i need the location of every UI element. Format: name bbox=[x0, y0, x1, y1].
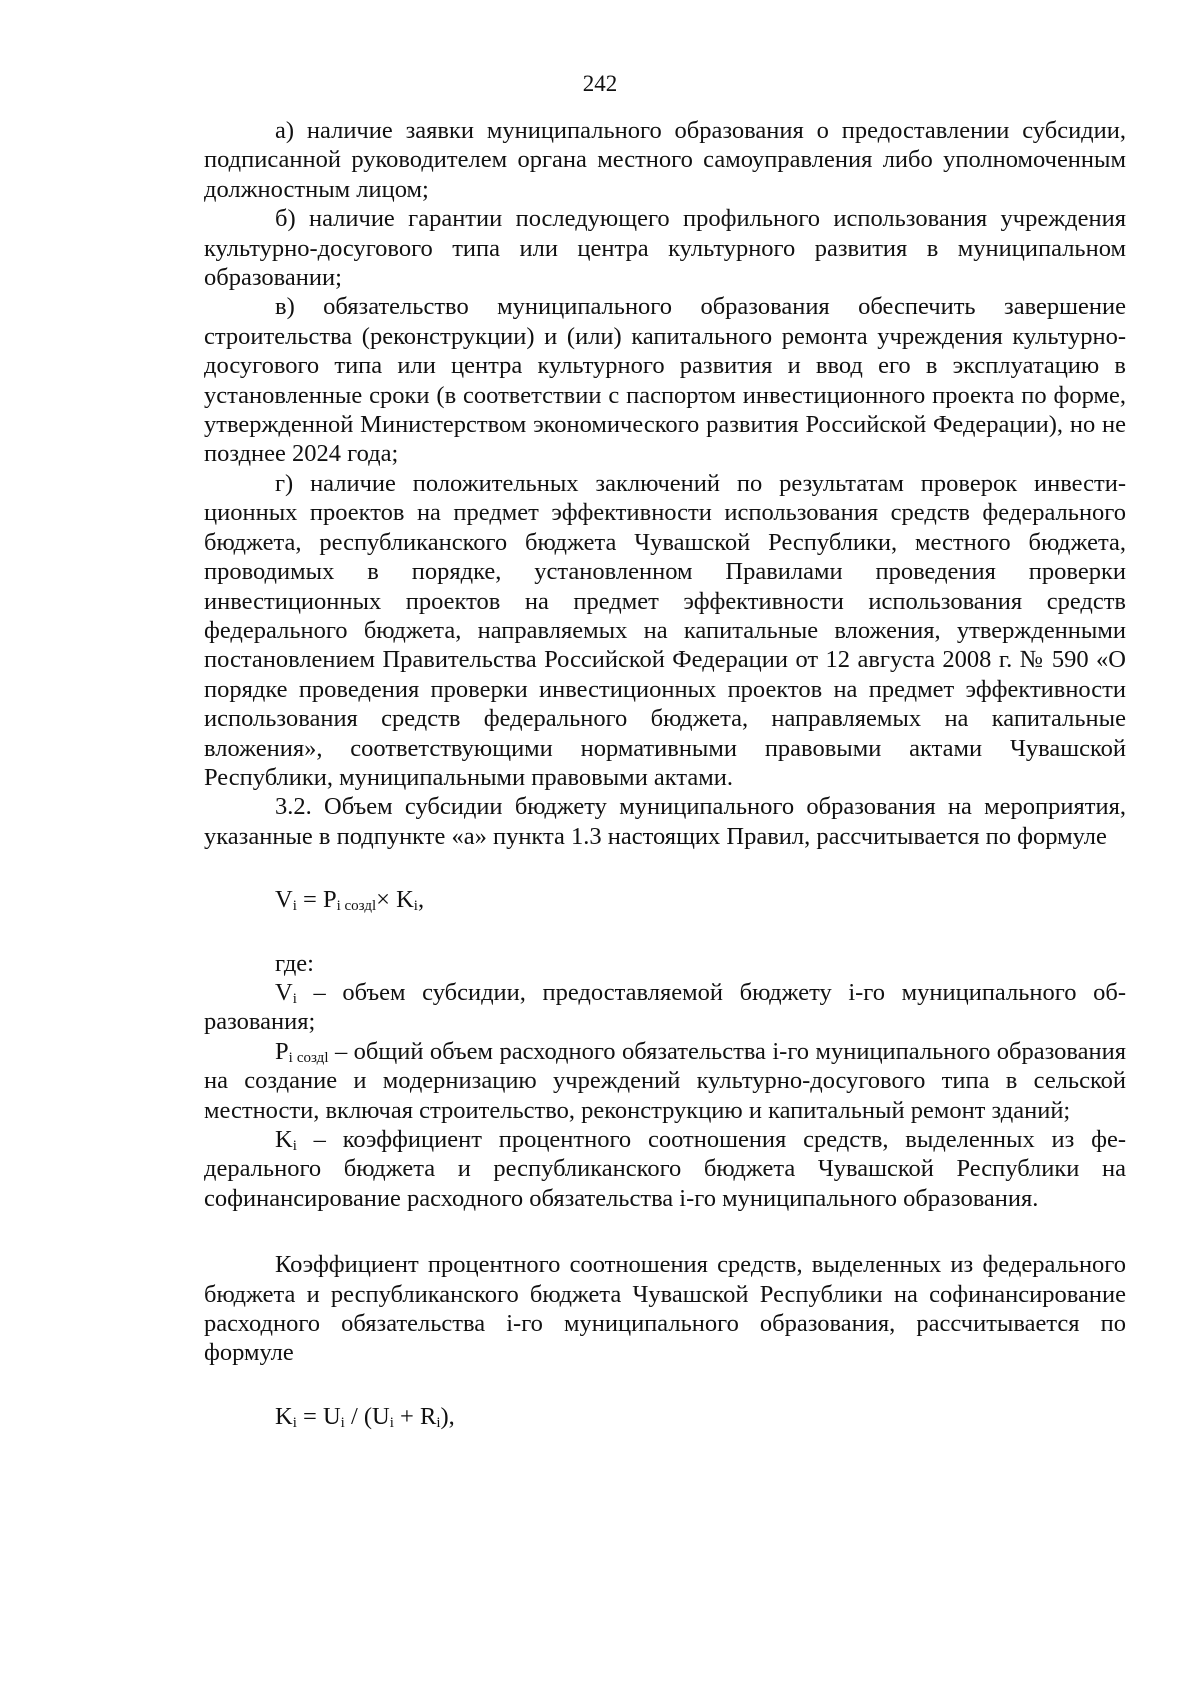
definition-text: – объем субсидии, предоставляемой бюджету i-го муниципального образования; bbox=[204, 978, 1126, 1036]
paragraph-3-2: 3.2. Объем субсидии бюджету муниципального образования на мероприятия, указанные в подпункте «а» пункта 1.3 настоящих Правил, рассчитывается по формуле bbox=[204, 793, 1126, 850]
paragraph-item-g: г) наличие положительных заключений по результатам проверок инвестиционных проектов на предмет эффективности использования средств федерального бюджета, республиканского бюджета Чувашской Республики, местного бюджета, проводимых в порядке, установленном Правилами проведения проверки инвестиционных проектов на предмет эффективности использования средств федерального бюджета, направляемых на капитальные вложения, утвержденными постановлением Правительства Российской Федерации от 12 августа 2008 г. № 590 «О порядке проведения проверки инвестиционных проектов на предмет эффективности использования средств федерального бюджета, направляемых на капитальные вложения», соответствующими нормативными правовыми актами Чувашской Республики, муниципальными правовыми актами. bbox=[204, 469, 1126, 791]
definition-text: – общий объем расходного обязательства i-го муниципального образования на создание и модернизацию учреждений культурно-досугового типа в сельской местности, включая строительство, реконструкцию и капитальный ремонт зданий; bbox=[204, 1037, 1126, 1124]
formula-subscript: i bbox=[413, 898, 418, 915]
formula-symbol-u: U bbox=[372, 1402, 390, 1430]
definition-symbol: K bbox=[275, 1126, 293, 1153]
definition-symbol: P bbox=[275, 1037, 289, 1065]
formula-symbol-k: K bbox=[396, 886, 414, 914]
formula-operator: = bbox=[296, 1402, 323, 1430]
definition-symbol: V bbox=[275, 978, 293, 1006]
definition-subscript: i bbox=[292, 990, 297, 1007]
formula-operator: × bbox=[376, 886, 397, 914]
paragraph-item-a: а) наличие заявки муниципального образования о предоставлении субсидии, подписанной руководителем органа местного самоуправления либо уполномоченным должностным лицом; bbox=[204, 117, 1126, 203]
formula-subscript: i bbox=[292, 898, 297, 915]
definition-text: – коэффициент процентного соотношения средств, выделенных из федерального бюджета и республиканского бюджета Чувашской Республики на софинансирование расходного обязательства i-го муниципального образования. bbox=[204, 1126, 1126, 1212]
formula-operator: + bbox=[393, 1402, 420, 1430]
definition-subscript: i bbox=[292, 1138, 297, 1154]
formula-subsidy-volume bbox=[204, 885, 1126, 914]
formula-symbol-u: U bbox=[322, 1402, 341, 1430]
formula-subscript: i bbox=[389, 1414, 394, 1431]
formula-symbol-r: R bbox=[420, 1402, 437, 1430]
paragraph-item-v: в) обязательство муниципального образования обеспечить завершение строительства (реконструкции) и (или) капитального ремонта учреждения культурно-досугового типа или центра культурного развития и ввод его в эксплуатацию в установленные сроки (в соответствии с паспортом инвестиционного проекта по форме, утвержденной Министерством экономического развития Российской Федерации), но не позднее 2024 года; bbox=[204, 293, 1126, 468]
paragraph-item-b: б) наличие гарантии последующего профильного использования учреждения культурно-досугового типа или центра культурного развития в муниципальном образовании; bbox=[204, 205, 1126, 292]
page-number: 242 bbox=[582, 71, 618, 96]
formula-symbol-k: K bbox=[275, 1402, 293, 1430]
paragraph-coefficient: Коэффициент процентного соотношения средств, выделенных из федерального бюджета и республиканского бюджета Чувашской Республики на софинансирование расходного обязательства i-го муниципального образования, рассчитывается по формуле bbox=[204, 1251, 1126, 1367]
formula-subscript: i создl bbox=[336, 898, 377, 915]
formula-operator: = bbox=[296, 886, 323, 914]
definition-k bbox=[204, 1125, 1126, 1213]
where-label: где: bbox=[275, 949, 314, 977]
formula-subscript: i bbox=[436, 1414, 441, 1431]
formula-punctuation: , bbox=[417, 886, 425, 914]
formula-subscript: i bbox=[340, 1414, 345, 1431]
formula-punctuation: ), bbox=[440, 1402, 455, 1430]
formula-subscript: i bbox=[292, 1414, 297, 1431]
formula-symbol-p: P bbox=[322, 886, 337, 914]
definition-v bbox=[204, 978, 1126, 1037]
formula-coefficient bbox=[204, 1402, 1126, 1431]
definition-p bbox=[204, 1037, 1126, 1125]
formula-symbol-v: V bbox=[275, 886, 293, 914]
formula-operator: / ( bbox=[344, 1402, 373, 1430]
definition-subscript: i создl bbox=[288, 1049, 329, 1066]
document-body bbox=[204, 116, 1126, 1431]
